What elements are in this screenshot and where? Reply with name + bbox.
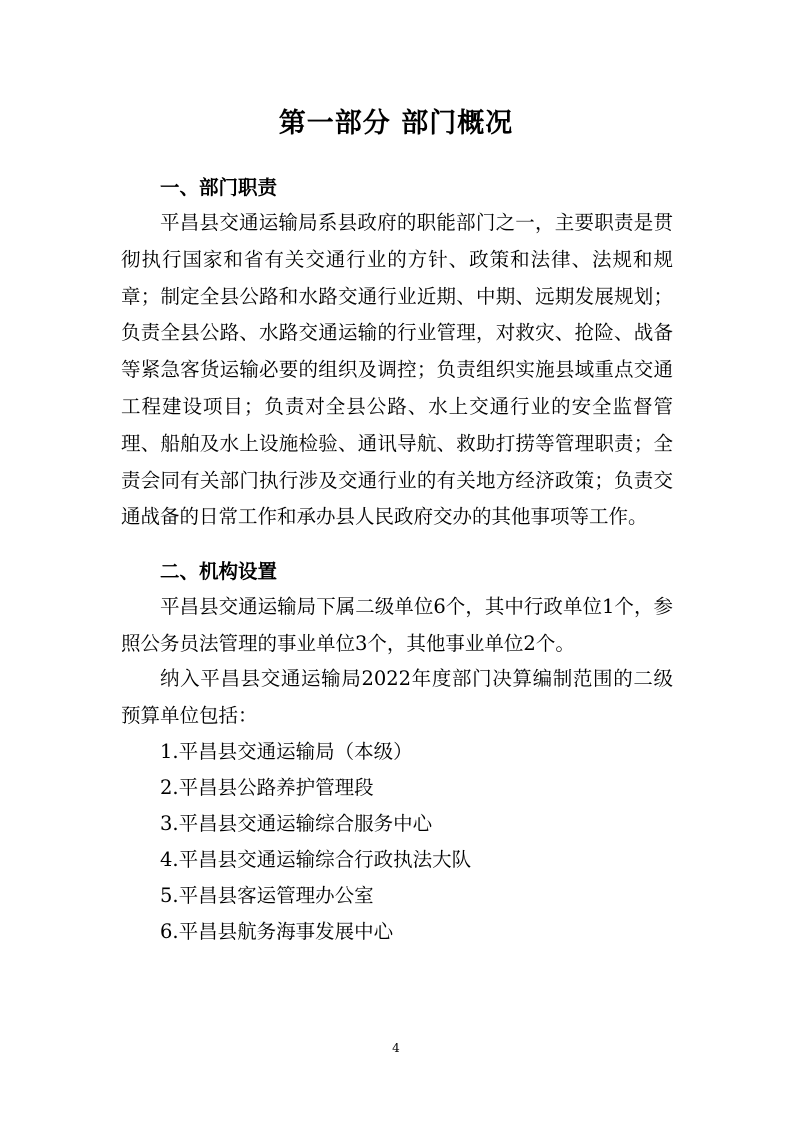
page-title: 第一部分 部门概况 (278, 108, 514, 139)
page-number: 4 (392, 1041, 400, 1055)
unit-list-item: 5.平昌县客运管理办公室 (160, 884, 374, 907)
section-heading-duties: 一、部门职责 (160, 176, 278, 199)
organization-paragraph: 平昌县交通运输局下属二级单位6个，其中行政单位1个，参照公务员法管理的事业单位3个，其他事业单位2个。 (121, 595, 673, 655)
duties-paragraph: 平昌县交通运输局系县政府的职能部门之一，主要职责是贯彻执行国家和省有关交通行业的方针、政策和法律、法规和规章；制定全县公路和水路交通行业近期、中期、远期发展规划；负责全县公路、水路交通运输的行业管理，对救灾、抢险、战备等紧急客货运输必要的组织及调控；负责组织实施县域重点交通工程建设项目；负责对全县公路、水上交通行业的安全监督管理、船舶及水上设施检验、通讯导航、救助打捞等管理职责；全责会同有关部门执行涉及交通行业的有关地方经济政策；负责交通战备的日常工作和承办县人民政府交办的其他事项等工作。 (121, 211, 673, 529)
unit-list-item: 6.平昌县航务海事发展中心 (160, 920, 394, 943)
unit-list-item: 4.平昌县交通运输综合行政执法大队 (160, 848, 472, 871)
unit-list-item: 1.平昌县交通运输局（本级） (160, 740, 413, 763)
unit-list-item: 2.平昌县公路养护管理段 (160, 776, 374, 799)
unit-list-item: 3.平昌县交通运输综合服务中心 (160, 812, 433, 835)
budget-scope-paragraph: 纳入平昌县交通运输局2022年度部门决算编制范围的二级预算单位包括： (121, 667, 673, 727)
section-heading-organization: 二、机构设置 (160, 560, 278, 583)
